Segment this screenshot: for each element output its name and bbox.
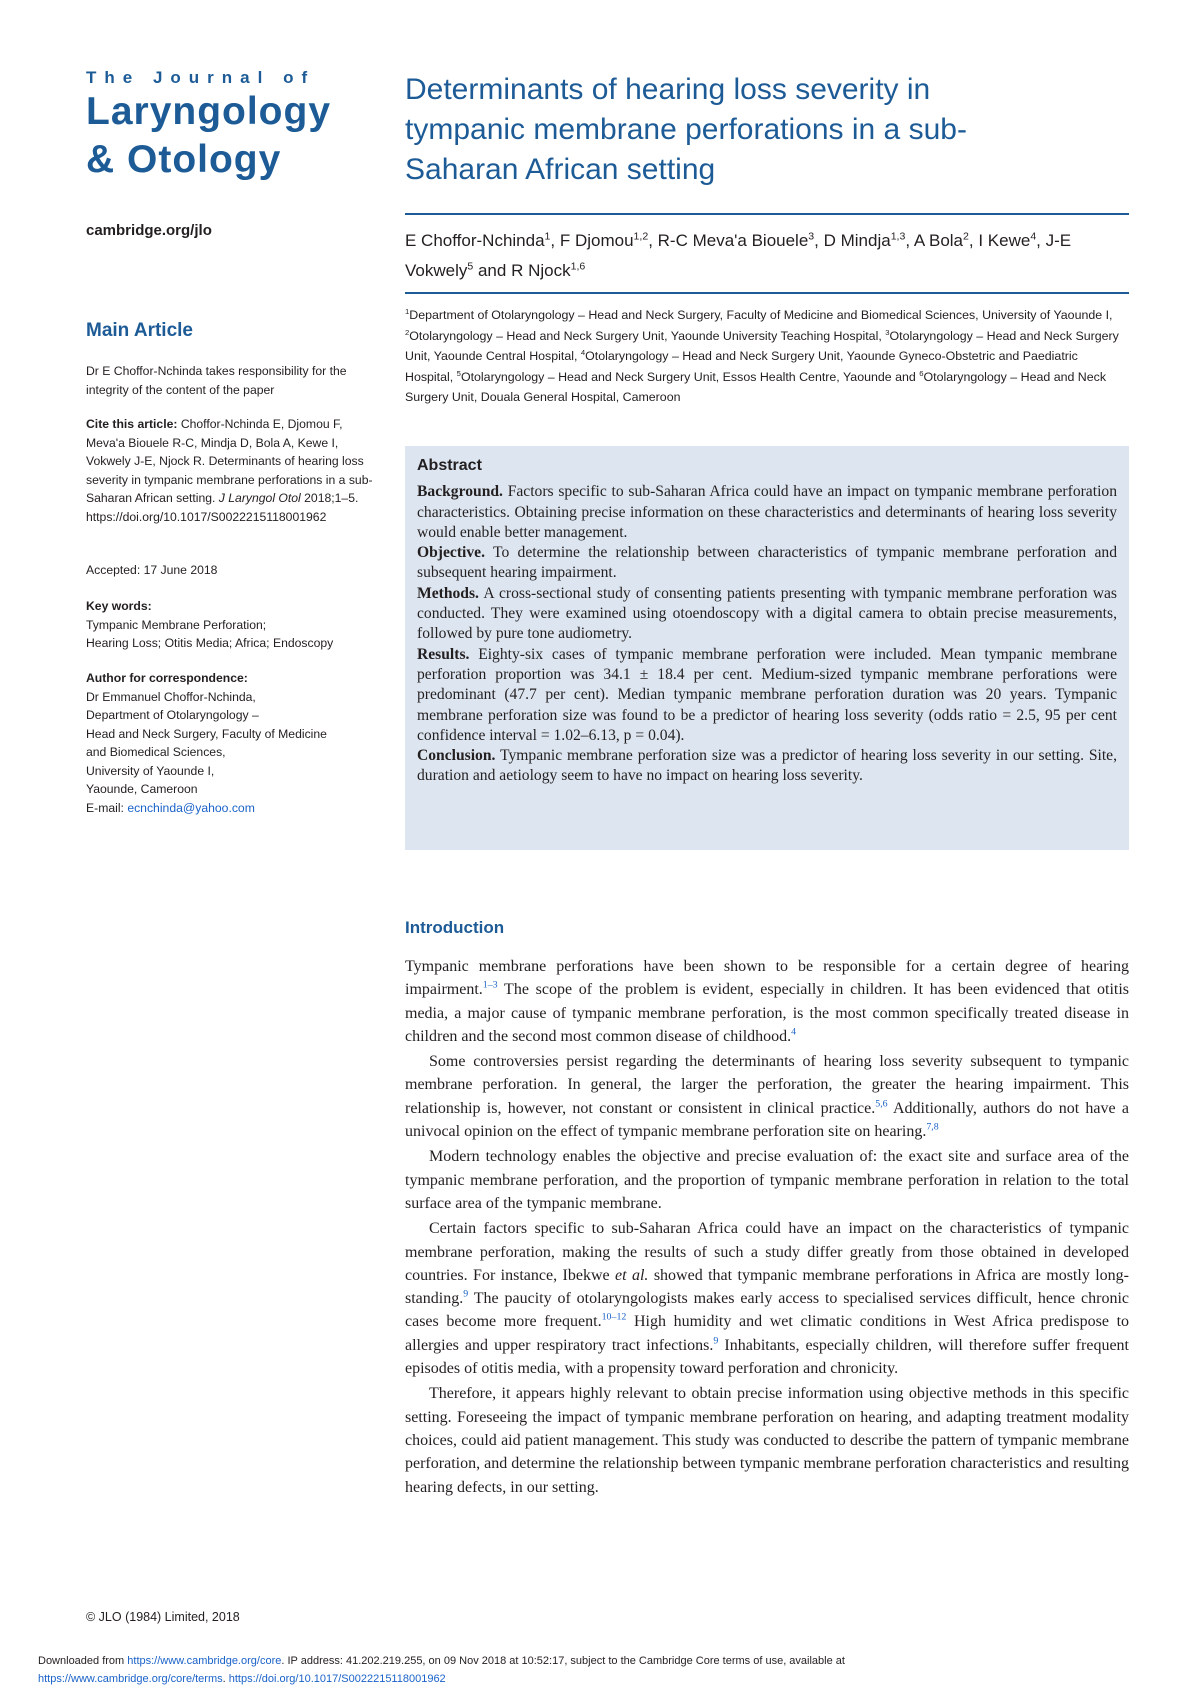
corr-line6: Yaounde, Cameroon: [86, 782, 198, 796]
cite-tail: 2018;1–5.: [304, 491, 359, 505]
paragraph: Some controversies persist regarding the determinants of hearing loss severity subsequent to tympanic membrane perforation. In general, the larger the perforation, the greater the hearing impairment. This relationship is, however, not constant or consistent in clinical practice.$^{5,6}$ Additionally, authors do not have a univocal opinion on the effect of tympanic membrane perforation site on hearing.$^{7,8}$: [405, 1053, 1129, 1141]
abstract-objective: Objective. To determine the relationship between characteristics of tympanic membrane perforation and subsequent hearing impairment.: [417, 544, 1117, 582]
keywords-block: [86, 597, 376, 653]
keywords-label: Key words:: [86, 599, 152, 613]
email-link[interactable]: ecnchinda@yahoo.com: [127, 800, 255, 815]
abstract-conclusion: Conclusion. Tympanic membrane perforation size was a predictor of hearing loss severity in our setting. Site, duration and aetiology seem to have no impact on hearing loss severity.: [417, 747, 1117, 785]
author: F Djomou$^{1,2}$: [559, 230, 649, 250]
authors-rule: [405, 292, 1129, 294]
correspondence-block: [86, 669, 376, 817]
introduction-body: [405, 955, 1129, 1501]
affiliation: Department of Otolaryngology – Head and Neck Surgery, Faculty of Medicine and Biomedical Sciences, University of Yaounde I,: [409, 308, 1113, 322]
affiliations: $^1$Department of Otolaryngology – Head and Neck Surgery, Faculty of Medicine and Biomedical Sciences, University of Yaounde I, $^2$Otolaryngology – Head and Neck Surgery Unit, Yaounde University Teaching Hospital, $^3$Otolaryngology – Head and Neck Surgery Unit, Yaounde Central Hospital, $^4$Otolaryngology – Head and Neck Surgery Unit, Yaounde Gyneco-Obstetric and Paediatric Hospital, $^5$Otolaryngology – Head and Neck Surgery Unit, Essos Health Centre, Yaounde and $^6$Otolaryngology – Head and Neck Surgery Unit, Douala General Hospital, Cameroon: [405, 306, 1119, 404]
reference-link[interactable]: 1–3: [482, 979, 498, 991]
footer-core-link[interactable]: https://www.cambridge.org/core: [127, 1655, 282, 1667]
corr-line4: and Biomedical Sciences,: [86, 745, 226, 759]
introduction-heading: Introduction: [405, 918, 505, 937]
journal-logo: [86, 68, 376, 184]
reference-link[interactable]: 10–12: [601, 1312, 627, 1324]
reference-link[interactable]: 5,6: [875, 1098, 888, 1110]
corr-line2: Department of Otolaryngology –: [86, 708, 259, 722]
citation-block: [86, 415, 376, 526]
cite-doi-link[interactable]: https://doi.org/10.1017/S0022215118001962: [86, 509, 327, 524]
responsibility-text: Dr E Choffor-Nchinda takes responsibility for the integrity of the content of the paper: [86, 364, 347, 397]
reference-link[interactable]: 9: [713, 1335, 719, 1347]
author: E Choffor-Nchinda$^1$: [405, 230, 551, 250]
abstract-heading: Abstract: [417, 457, 482, 474]
footer-terms-link[interactable]: https://www.cambridge.org/core/terms: [38, 1673, 223, 1685]
reference-link[interactable]: 7,8: [926, 1121, 939, 1133]
corr-line1: Dr Emmanuel Choffor-Nchinda,: [86, 689, 256, 704]
author-and: and: [477, 261, 507, 280]
abstract-methods: Methods. A cross-sectional study of consenting patients presenting with tympanic membrane perforation was conducted. They were examined using otoendoscopy with a digital camera to obtain precise measurements, followed by pure tone audiometry.: [417, 584, 1117, 643]
accepted-date: [86, 561, 376, 580]
abstract-background: Background. Factors specific to sub-Saharan Africa could have an impact on tympanic membrane perforation characteristics. Obtaining precise information on these characteristics and determinants of hearing loss severity would enable better management.: [417, 483, 1117, 541]
download-footer: Downloaded from https://www.cambridge.org/core. IP address: 41.202.219.255, on 09 Nov 2018 at 10:52:17, subject to the Cambridge Core terms of use, available at https://www.cambridge.org/core/terms. https://doi.org/10.1017/S0022215118001962: [38, 1655, 845, 1685]
author-list: E Choffor-Nchinda$^1$, F Djomou$^{1,2}$, R-C Meva'a Biouele$^3$, D Mindja$^{1,3}$, A Bola$^2$, I Kewe$^4$, J-E Vokwely$^5$ and R Njock$^{1,6}$: [405, 230, 1072, 280]
reference-link[interactable]: 4: [791, 1026, 797, 1038]
journal-site-link[interactable]: cambridge.org/jlo: [86, 222, 212, 239]
author: R-C Meva'a Biouele$^3$: [657, 230, 815, 250]
affiliation: Otolaryngology – Head and Neck Surgery Unit, Yaounde Gyneco-Obstetric and Paediatric Hospital,: [405, 349, 1078, 384]
accepted-text: Accepted: 17 June 2018: [86, 563, 218, 577]
author: J-E Vokwely$^5$: [405, 231, 1072, 280]
keywords-line1: Tympanic Membrane Perforation;: [86, 617, 267, 632]
footer-doi-link[interactable]: https://doi.org/10.1017/S0022215118001962: [228, 1673, 446, 1685]
paragraph: Modern technology enables the objective and precise evaluation of: the exact site and surface area of the tympanic membrane perforation, and the proportion of tympanic membrane perforation in relation to the total surface area of the tympanic membrane.: [405, 1148, 1129, 1212]
affiliation: Otolaryngology – Head and Neck Surgery Unit, Douala General Hospital, Cameroon: [405, 369, 1107, 404]
paragraph: Therefore, it appears highly relevant to obtain precise information using objective methods in this specific setting. Foreseeing the impact of tympanic membrane perforation on hearing, and adapting treatment modality choices, could aid patient management. This study was conducted to describe the pattern of tympanic membrane perforation, and determine the relationship between tympanic membrane perforation characteristics and resulting hearing defects, in our setting.: [405, 1385, 1129, 1496]
article-title: Determinants of hearing loss severity in tympanic membrane perforations in a sub-Saharan African setting: [405, 73, 967, 186]
paragraph: Certain factors specific to sub-Saharan Africa could have an impact on the characteristics of tympanic membrane perforation, making the results of such a study differ greatly from those obtained in developed countries. For instance, Ibekwe et al. showed that tympanic membrane perforations in Africa are mostly long-standing.$^9$ The paucity of otolaryngologists makes early access to specialised services difficult, hence chronic cases become more frequent.$^{10-12}$ High humidity and wet climatic conditions in West Africa predispose to allergies and upper respiratory tract infections.$^9$ Inhabitants, especially children, will therefore suffer frequent episodes of otitis media, with a propensity toward perforation and chronicity.: [405, 1220, 1130, 1378]
affiliation: Otolaryngology – Head and Neck Surgery Unit, Yaounde University Teaching Hospital,: [409, 328, 882, 343]
responsibility-note: [86, 362, 376, 399]
corr-label: Author for correspondence:: [86, 671, 248, 685]
paragraph: Tympanic membrane perforations have been shown to be responsible for a certain degree of hearing impairment.$^{1-3}$ The scope of the problem is evident, especially in children. It has been evidenced that otitis media, a major cause of tympanic membrane perforation, is the most common specifically treated disease in children and the second most common disease of childhood.$^4$: [405, 958, 1129, 1045]
cite-label: Cite this article:: [86, 417, 178, 431]
author: D Mindja$^{1,3}$: [823, 230, 906, 250]
corr-line3: Head and Neck Surgery, Faculty of Medicine: [86, 726, 327, 741]
article-type-label: Main Article: [86, 320, 193, 341]
author: R Njock$^{1,6}$: [511, 260, 586, 280]
affiliation: Otolaryngology – Head and Neck Surgery Unit, Essos Health Centre, Yaounde and: [460, 369, 916, 384]
affiliation: Otolaryngology – Head and Neck Surgery Unit, Yaounde Central Hospital,: [405, 328, 1119, 363]
copyright-text: © JLO (1984) Limited, 2018: [86, 1610, 240, 1624]
title-rule: [405, 213, 1129, 215]
author: A Bola$^2$: [913, 230, 969, 250]
corr-line5: University of Yaounde I,: [86, 763, 215, 778]
journal-logo-line1: The Journal of: [86, 68, 316, 87]
journal-logo-line3: & Otology: [86, 138, 282, 181]
email-label: E-mail:: [86, 800, 124, 815]
author: I Kewe$^4$: [978, 230, 1037, 250]
cite-text: Choffor-Nchinda E, Djomou F, Meva'a Biouele R-C, Mindja D, Bola A, Kewe I, Vokwely J-E, Njock R. Determinants of hearing loss severity in tympanic membrane perforations in a sub-Saharan African setting.: [86, 417, 373, 505]
abstract-box: [405, 446, 1129, 850]
cite-journal: J Laryngol Otol: [218, 491, 301, 505]
keywords-line2: Hearing Loss; Otitis Media; Africa; Endoscopy: [86, 636, 334, 650]
reference-link[interactable]: 9: [463, 1288, 469, 1300]
abstract-results: Results. Eighty-six cases of tympanic membrane perforation were included. Mean tympanic membrane perforation proportion was 34.1 ± 18.4 per cent. Medium-sized tympanic membrane perforations were predominant (47.7 per cent). Median tympanic membrane perforation duration was 20 years. Tympanic membrane perforation size was found to be a predictor of hearing loss severity (odds ratio = 2.5, 95 per cent confidence interval = 1.02–6.13, p = 0.04).: [417, 645, 1117, 744]
journal-logo-line2: Laryngology: [86, 90, 332, 133]
